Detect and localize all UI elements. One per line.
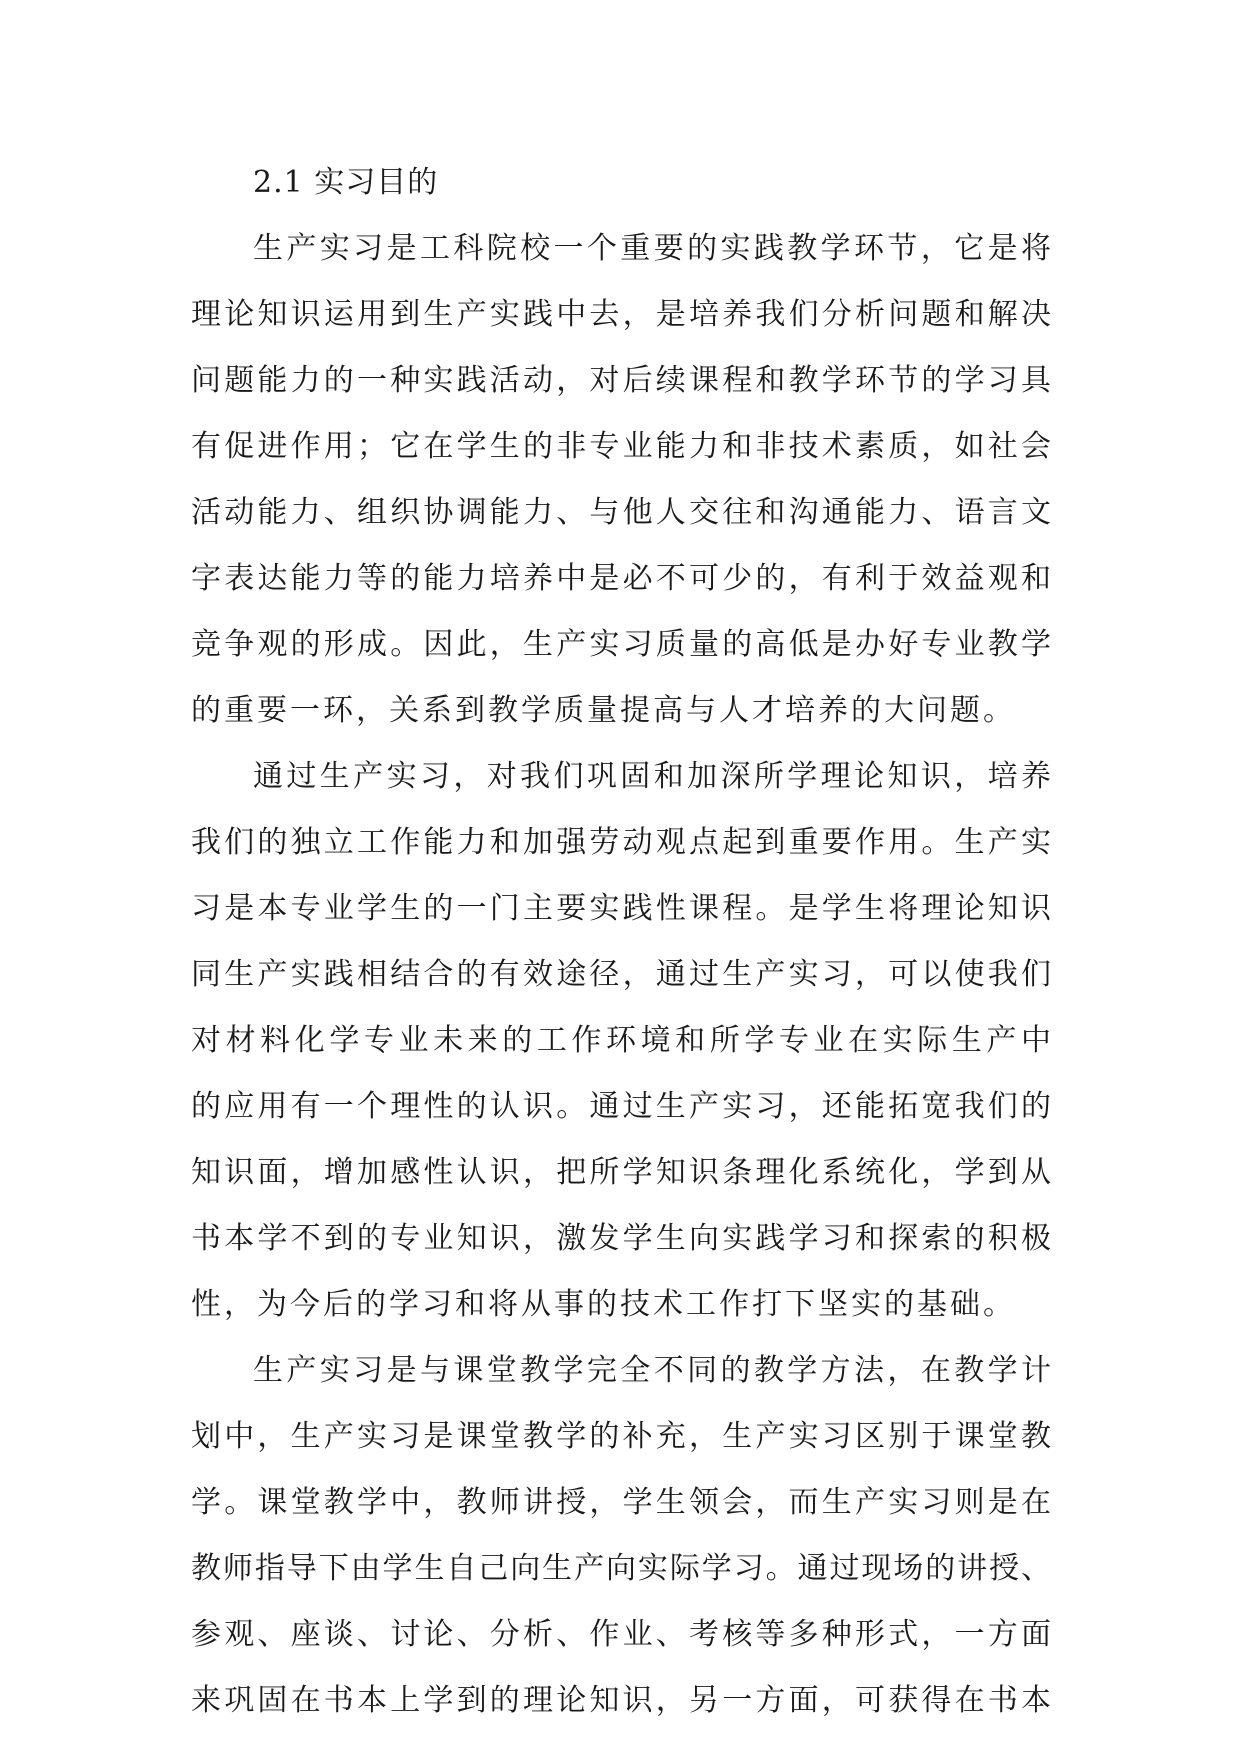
- paragraph-line: 教师指导下由学生自己向生产向实际学习。通过现场的讲授、: [191, 1551, 1051, 1586]
- paragraph-purpose-intro: [191, 216, 1051, 744]
- paragraph-line: 习是本专业学生的一门主要实践性课程。是学生将理论知识: [191, 891, 1051, 926]
- paragraph-line: 知识面，增加感性认识，把所学知识条理化系统化，学到从: [191, 1155, 1051, 1190]
- paragraph-line: 参观、座谈、讨论、分析、作业、考核等多种形式，一方面: [191, 1617, 1051, 1652]
- paragraph-line: 竞争观的形成。因此，生产实习质量的高低是办好专业教学: [191, 627, 1051, 662]
- paragraph-line: 对材料化学专业未来的工作环境和所学专业在实际生产中: [191, 1023, 1051, 1058]
- paragraph-line: 理论知识运用到生产实践中去，是培养我们分析问题和解决: [191, 297, 1051, 332]
- paragraph-line: 问题能力的一种实践活动，对后续课程和教学环节的学习具: [191, 363, 1051, 398]
- paragraph-purpose-benefits: [191, 744, 1051, 1338]
- paragraph-line: 活动能力、组织协调能力、与他人交往和沟通能力、语言文: [191, 495, 1051, 530]
- paragraph-line: 通过生产实习，对我们巩固和加深所学理论知识，培养: [253, 759, 1051, 794]
- section-heading: 2.1 实习目的: [253, 165, 439, 200]
- paragraph-line: 我们的独立工作能力和加强劳动观点起到重要作用。生产实: [191, 825, 1051, 860]
- paragraph-line: 来巩固在书本上学到的理论知识，另一方面，可获得在书本: [191, 1683, 1051, 1718]
- paragraph-line: 有促进作用；它在学生的非专业能力和非技术素质，如社会: [191, 429, 1051, 464]
- paragraph-line: 的应用有一个理性的认识。通过生产实习，还能拓宽我们的: [191, 1089, 1051, 1124]
- paragraph-line: 书本学不到的专业知识，激发学生向实践学习和探索的积极: [191, 1221, 1051, 1256]
- paragraph-line: 的重要一环，关系到教学质量提高与人才培养的大问题。: [191, 693, 1016, 728]
- document-body: [191, 150, 1051, 1734]
- paragraph-line: 生产实习是工科院校一个重要的实践教学环节，它是将: [253, 231, 1051, 266]
- paragraph-purpose-method: [191, 1338, 1051, 1734]
- paragraph-line: 性，为今后的学习和将从事的技术工作打下坚实的基础。: [191, 1287, 1016, 1322]
- paragraph-line: 学。课堂教学中，教师讲授，学生领会，而生产实习则是在: [191, 1485, 1051, 1520]
- paragraph-line: 生产实习是与课堂教学完全不同的教学方法，在教学计: [253, 1353, 1051, 1388]
- paragraph-line: 同生产实践相结合的有效途径，通过生产实习，可以使我们: [191, 957, 1051, 992]
- paragraph-line: 划中，生产实习是课堂教学的补充，生产实习区别于课堂教: [191, 1419, 1051, 1454]
- paragraph-line: 字表达能力等的能力培养中是必不可少的，有利于效益观和: [191, 561, 1051, 596]
